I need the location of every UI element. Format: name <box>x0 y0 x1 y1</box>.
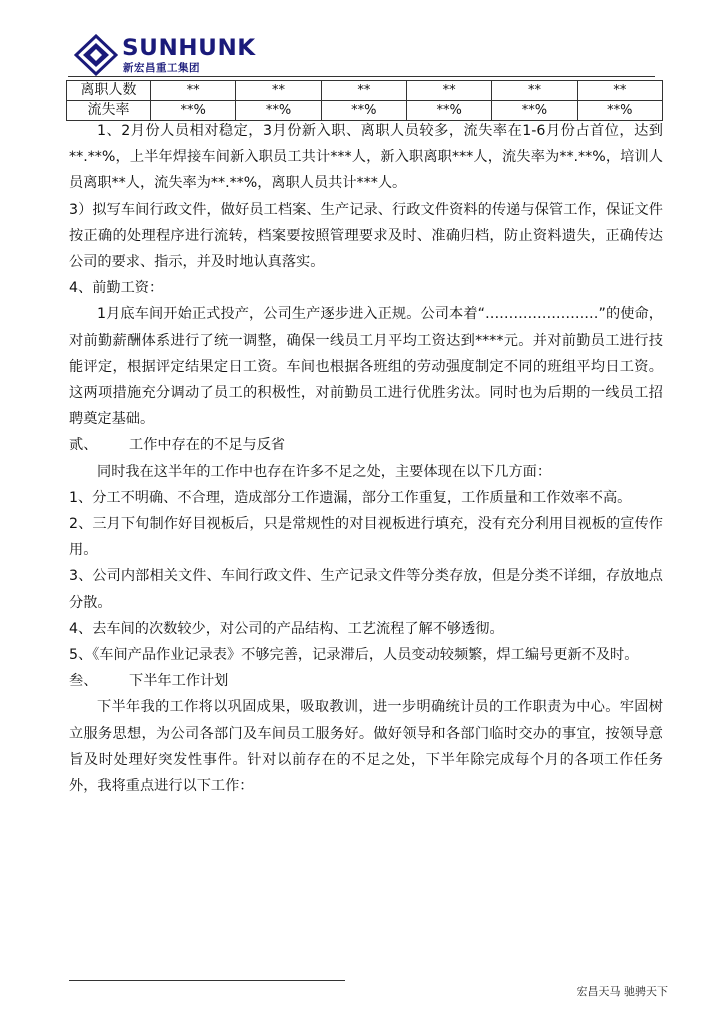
table-cell: **% <box>321 101 406 121</box>
paragraph-turnover: 1、2月份人员相对稳定，3月份新入职、离职人员较多，流失率在1-6月份占首位，达到**.**%，上半年焊接车间新入职员工共计***人，新入职离职***人，流失率为**.**%，培训人员离职**人，流失率为**.**%，离职人员共计***人。 <box>69 123 663 192</box>
section-number: 叁、 <box>69 673 98 690</box>
header-divider <box>68 76 655 77</box>
paragraph-admin-files: 3）拟写车间行政文件，做好员工档案、生产记录、行政文件资料的传递与保管工作，保证文件按正确的处理程序进行流转，档案要按照管理要求及时、准确归档，防止资料遗失，正确传达公司的要求、指示，并及时地认真落实。 <box>69 201 663 271</box>
document-body <box>69 118 663 799</box>
section-heading-plan <box>69 668 663 694</box>
table-cell: **% <box>492 101 577 121</box>
section-number: 贰、 <box>69 437 98 454</box>
paragraph-shortcomings-intro: 同时我在这半年的工作中也存在许多不足之处，主要体现在以下几方面： <box>97 463 552 480</box>
table-cell: **% <box>577 101 662 121</box>
list-item: 5、《车间产品作业记录表》不够完善，记录滞后，人员变动较频繁，焊工编号更新不及时。 <box>69 647 639 664</box>
table-cell: ** <box>406 81 491 101</box>
list-item: 1、分工不明确、不合理，造成部分工作遗漏，部分工作重复，工作质量和工作效率不高。 <box>69 489 632 506</box>
table-cell: **% <box>151 101 236 121</box>
footer-divider <box>69 980 345 981</box>
table-cell: ** <box>492 81 577 101</box>
list-item: 2、三月下旬制作好目视板后，只是常规性的对目视板进行填充，没有充分利用目视板的宣传作用。 <box>69 516 663 559</box>
table-cell: **% <box>236 101 321 121</box>
list-item: 4、去车间的次数较少，对公司的产品结构、工艺流程了解不够透彻。 <box>69 620 504 637</box>
table-cell: ** <box>577 81 662 101</box>
table-row <box>67 81 663 101</box>
stats-table <box>66 80 663 121</box>
section-title: 工作中存在的不足与反省 <box>129 437 286 454</box>
row-label: 离职人数 <box>67 81 151 101</box>
paragraph-plan: 下半年我的工作将以巩固成果，吸取教训，进一步明确统计员的工作职责为中心。牢固树立服务思想，为公司各部门及车间员工服务好。做好领导和各部门临时交办的事宜，按领导意旨及时处理好突发性事件。针对以前存在的不足之处，下半年除完成每个月的各项工作任务外，我将重点进行以下工作： <box>69 699 663 795</box>
footer-slogan: 宏昌天马 驰骋天下 <box>576 985 668 998</box>
page-header <box>68 28 658 74</box>
table-cell: **% <box>406 101 491 121</box>
brand-name: SUNHUNK <box>122 36 256 61</box>
brand-subtitle: 新宏昌重工集团 <box>123 62 200 74</box>
paragraph-wages: 1月底车间开始正式投产，公司生产逐步进入正规。公司本着“……………………”的使命，对前勤薪酬体系进行了统一调整，确保一线员工月平均工资达到****元。并对前勤员工进行技能评定，根据评定结果定日工资。车间也根据各班组的劳动强度制定不同的班组平均日工资。这两项措施充分调动了员工的积极性，对前勤员工进行优胜劣汰。同时也为后期的一线员工招聘奠定基础。 <box>69 306 663 428</box>
table-cell: ** <box>236 81 321 101</box>
company-logo-icon <box>74 34 118 76</box>
row-label: 流失率 <box>67 101 151 121</box>
section-title: 下半年工作计划 <box>129 673 229 690</box>
table-cell: ** <box>151 81 236 101</box>
list-item: 3、公司内部相关文件、车间行政文件、生产记录文件等分类存放，但是分类不详细，存放地点分散。 <box>69 568 663 611</box>
section-heading-shortcomings <box>69 432 663 458</box>
subheading-wages: 4、前勤工资： <box>69 280 164 297</box>
table-cell: ** <box>321 81 406 101</box>
